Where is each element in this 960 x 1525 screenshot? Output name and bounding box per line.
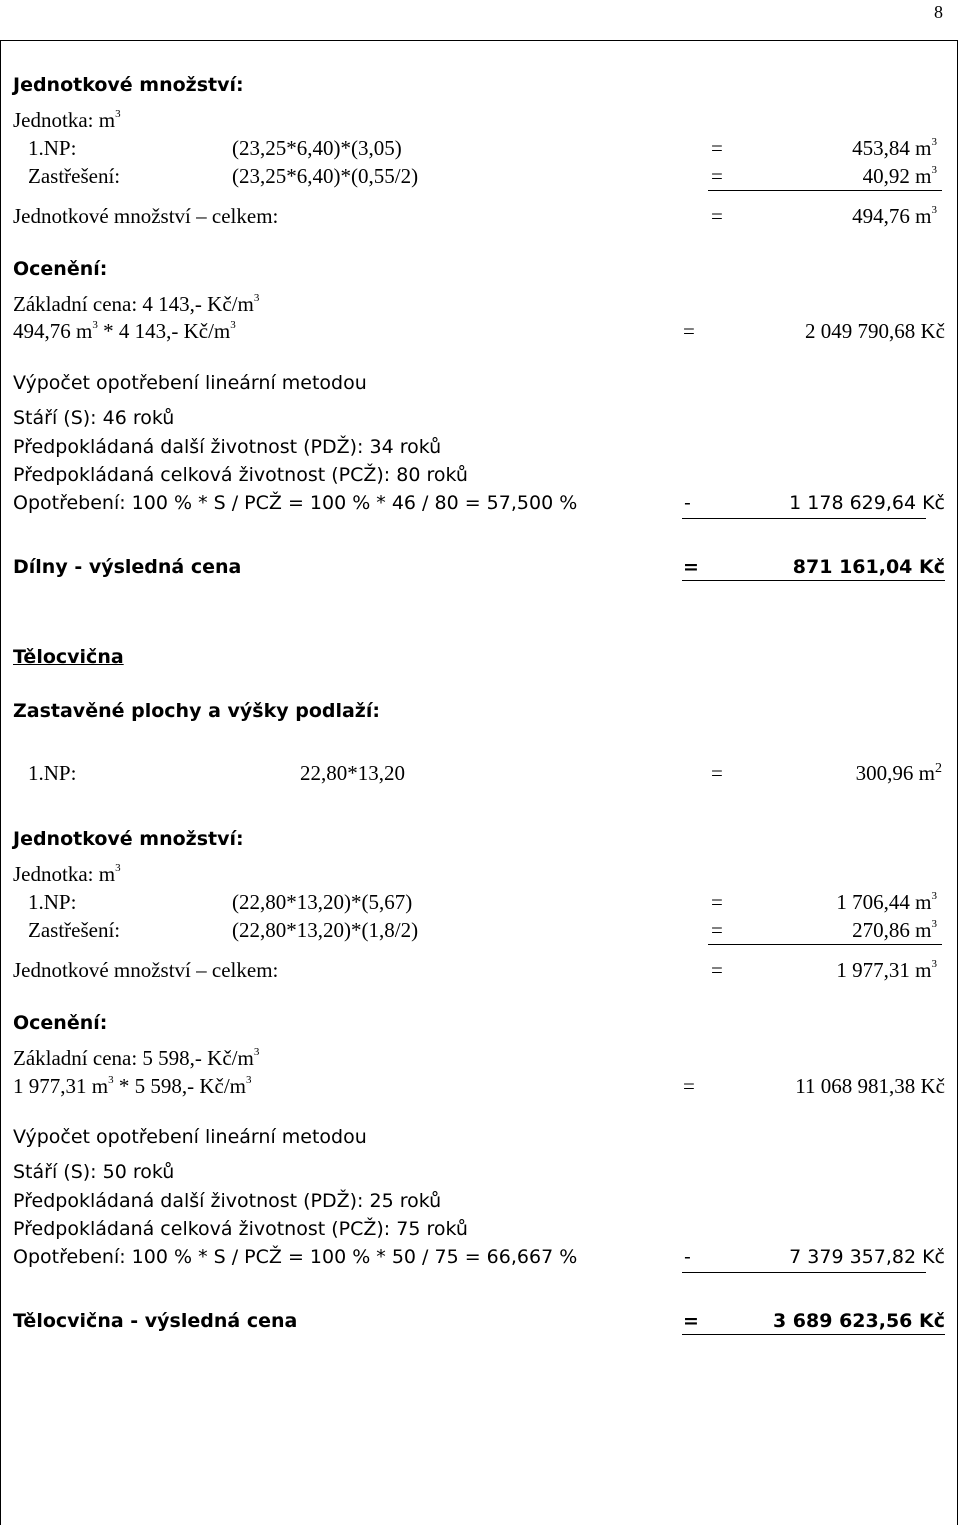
area-label: 1.NP: xyxy=(28,761,77,785)
result-value-2: 3 689 623,56 Kč xyxy=(772,1310,945,1332)
area-heading: Zastavěné plochy a výšky podlaží: xyxy=(13,700,380,722)
page-frame xyxy=(0,40,958,1525)
roof-value-2: 270,86 $m^3$ xyxy=(852,918,937,942)
wear-value-2: 7 379 357,82 Kč xyxy=(789,1246,945,1268)
valuation-heading: Ocenění: xyxy=(13,258,108,280)
np-formula-2: (22,80*13,20)*(5,67) xyxy=(232,890,413,914)
total-eq: = xyxy=(711,204,723,228)
roof-eq-2: = xyxy=(711,918,723,942)
sum-underline xyxy=(708,190,942,191)
wear-calc: Opotřebení: 100 % * S / PCŽ = 100 % * 46 / 80 = 57,500 % xyxy=(13,492,578,514)
remaining-life-2: Předpokládaná další životnost (PDŽ): 25 roků xyxy=(13,1190,442,1212)
unit-quantity-heading: Jednotkové množství: xyxy=(13,74,244,96)
price-calc-eq-2: = xyxy=(683,1074,695,1098)
wear-underline-2 xyxy=(682,1272,926,1273)
roof-formula-2: (22,80*13,20)*(1,8/2) xyxy=(232,918,419,942)
wear-underline xyxy=(682,518,926,519)
valuation-heading-2: Ocenění: xyxy=(13,1012,108,1034)
total-eq-2: = xyxy=(711,958,723,982)
np-value: 453,84 $m^3$ xyxy=(852,136,937,160)
area-value: 300,96 $m^2$ xyxy=(855,761,942,785)
area-formula: 22,80*13,20 xyxy=(300,761,405,785)
result-eq-2: = xyxy=(683,1310,699,1332)
roof-formula: (23,25*6,40)*(0,55/2) xyxy=(232,164,419,188)
np-label: 1.NP: xyxy=(28,136,77,160)
wear-title-2: Výpočet opotřebení lineární metodou xyxy=(13,1126,367,1148)
np-formula: (23,25*6,40)*(3,05) xyxy=(232,136,402,160)
wear-value: 1 178 629,64 Kč xyxy=(789,492,945,514)
np-label-2: 1.NP: xyxy=(28,890,77,914)
base-price: Základní cena: 4 143,- $Kč/m^3$ xyxy=(13,292,260,316)
roof-label-2: Zastřešení: xyxy=(28,918,121,942)
roof-value: 40,92 $m^3$ xyxy=(862,164,937,188)
price-calc-value: 2 049 790,68 Kč xyxy=(805,319,945,343)
unit-line-2: Jednotka: $m^3$ xyxy=(13,862,121,886)
result-value: 871 161,04 Kč xyxy=(792,556,945,578)
result-label-2: Tělocvična - výsledná cena xyxy=(13,1310,298,1332)
age: Stáří (S): 46 roků xyxy=(13,407,175,429)
result-label: Dílny - výsledná cena xyxy=(13,556,242,578)
unit-quantity-heading-2: Jednotkové množství: xyxy=(13,828,244,850)
np-eq: = xyxy=(711,136,723,160)
np-eq-2: = xyxy=(711,890,723,914)
wear-sign: - xyxy=(684,492,691,514)
total-value-2: 1 977,31 $m^3$ xyxy=(836,958,937,982)
unit-line: Jednotka: $m^3$ xyxy=(13,108,121,132)
base-price-2: Základní cena: 5 598,- $Kč/m^3$ xyxy=(13,1046,260,1070)
result-underline xyxy=(682,580,945,581)
area-eq: = xyxy=(711,761,723,785)
price-calc-2: 1 977,31 $m^3 * 5$ 598,- $Kč/m^3$ xyxy=(13,1074,252,1098)
price-calc: 494,76 $m^3 * 4$ 143,- $Kč/m^3$ xyxy=(13,319,236,343)
wear-sign-2: - xyxy=(684,1246,691,1268)
total-life: Předpokládaná celková životnost (PCŽ): 80 roků xyxy=(13,464,468,486)
wear-title: Výpočet opotřebení lineární metodou xyxy=(13,372,367,394)
roof-label: Zastřešení: xyxy=(28,164,121,188)
result-underline-2 xyxy=(682,1334,945,1335)
section-heading: Tělocvična xyxy=(13,646,124,668)
sum-underline-2 xyxy=(708,944,942,945)
result-eq: = xyxy=(683,556,699,578)
wear-calc-2: Opotřebení: 100 % * S / PCŽ = 100 % * 50 / 75 = 66,667 % xyxy=(13,1246,578,1268)
remaining-life: Předpokládaná další životnost (PDŽ): 34 roků xyxy=(13,436,442,458)
total-label-2: Jednotkové množství – celkem: xyxy=(13,958,279,982)
price-calc-value-2: 11 068 981,38 Kč xyxy=(795,1074,945,1098)
price-calc-eq: = xyxy=(683,319,695,343)
total-label: Jednotkové množství – celkem: xyxy=(13,204,279,228)
total-value: 494,76 $m^3$ xyxy=(852,204,937,228)
age-2: Stáří (S): 50 roků xyxy=(13,1161,175,1183)
total-life-2: Předpokládaná celková životnost (PCŽ): 75 roků xyxy=(13,1218,468,1240)
np-value-2: 1 706,44 $m^3$ xyxy=(836,890,937,914)
page-number: 8 xyxy=(934,2,943,22)
roof-eq: = xyxy=(711,164,723,188)
